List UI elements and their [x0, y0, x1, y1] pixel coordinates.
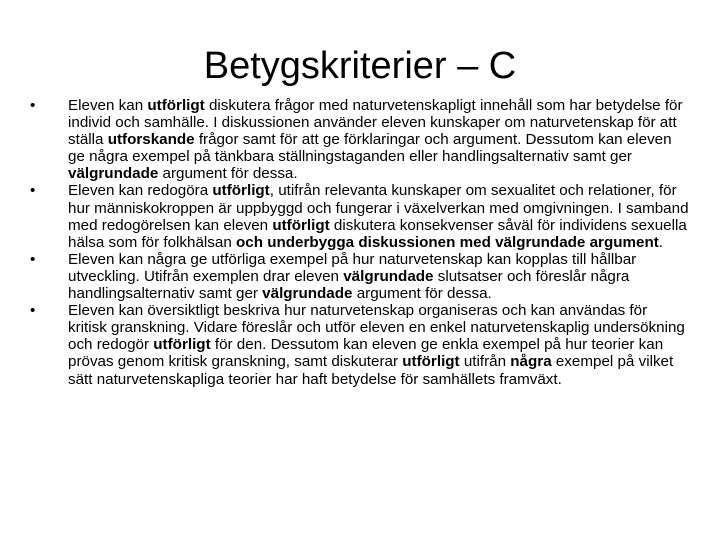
bullet-marker: • — [30, 182, 36, 200]
bullet-text — [68, 302, 685, 387]
text-segment: diskutera frågor med naturvetenskapligt innehåll som har betydelse för individ och samhälle. I diskussionen använder eleven kunskaper om naturvetenskap för att ställa — [68, 97, 683, 149]
bold-text-segment: välgrundade — [68, 165, 159, 183]
slide-title: Betygskriterier – C — [203, 45, 517, 87]
bold-text-segment: utforskande — [107, 131, 195, 149]
bullet-marker: • — [30, 97, 36, 114]
bold-text-segment: och underbygga diskussionen med välgrundade argument — [236, 233, 659, 251]
bold-text-segment: utförligt — [212, 182, 270, 200]
bullet-marker: • — [30, 302, 36, 320]
bullet-item — [30, 302, 690, 387]
bold-text-segment: utförligt — [402, 353, 460, 371]
bold-text-segment: välgrundade — [262, 285, 353, 303]
text-segment: Eleven kan — [68, 97, 148, 114]
bullet-text — [68, 251, 636, 302]
text-segment: utifrån — [459, 353, 511, 371]
bold-text-segment: utförligt — [153, 336, 211, 354]
bold-text-segment: några — [510, 353, 552, 371]
text-segment: Eleven kan några ge utförliga exempel på hur naturvetenskap kan kopplas till hållbar utveckling. Utifrån exemplen drar eleven — [68, 250, 637, 285]
text-segment: Eleven kan redogöra — [68, 182, 213, 200]
bold-text-segment: välgrundade — [343, 267, 434, 285]
text-segment: exempel på vilket sätt naturvetenskapliga teorier har haft betydelse för samhällets framväxt. — [68, 353, 674, 388]
bullet-list — [30, 97, 690, 388]
bullet-item — [30, 251, 690, 302]
text-segment: frågor samt för att ge förklaringar och argument. Dessutom kan eleven ge några exempel på tänkbara ställningstaganden eller handlingsalternativ samt ger — [68, 131, 672, 166]
bold-text-segment: utförligt — [147, 97, 205, 114]
bullet-text — [68, 182, 689, 250]
bold-text-segment: utförligt — [272, 216, 330, 234]
bullet-text — [68, 97, 683, 182]
text-segment: argument för dessa. — [158, 165, 298, 183]
text-segment: slutsatser och föreslår några handlingsalternativ samt ger — [68, 267, 630, 303]
bullet-marker: • — [30, 250, 36, 268]
text-segment: . — [658, 233, 664, 251]
text-segment: för den. Dessutom kan eleven ge enkla exempel på hur teorier kan prövas genom kritisk granskning, samt diskuterar — [68, 336, 664, 371]
text-segment: diskutera konsekvenser såväl för individens sexuella hälsa som för folkhälsan — [68, 216, 687, 251]
text-segment: , utifrån relevanta kunskaper om sexualitet och relationer, för hur människokroppen är uppbyggd och fungerar i växelverkan med omgivningen. I samband med redogörelsen kan eleven — [68, 182, 689, 234]
text-segment: argument för dessa. — [352, 285, 492, 303]
bullet-item — [30, 182, 690, 250]
text-segment: Eleven kan översiktligt beskriva hur naturvetenskap organiseras och kan användas för kritisk granskning. Vidare föreslår och utför eleven en enkel naturvetenskaplig undersökning och redogör — [68, 302, 685, 354]
bullet-item — [30, 97, 690, 182]
